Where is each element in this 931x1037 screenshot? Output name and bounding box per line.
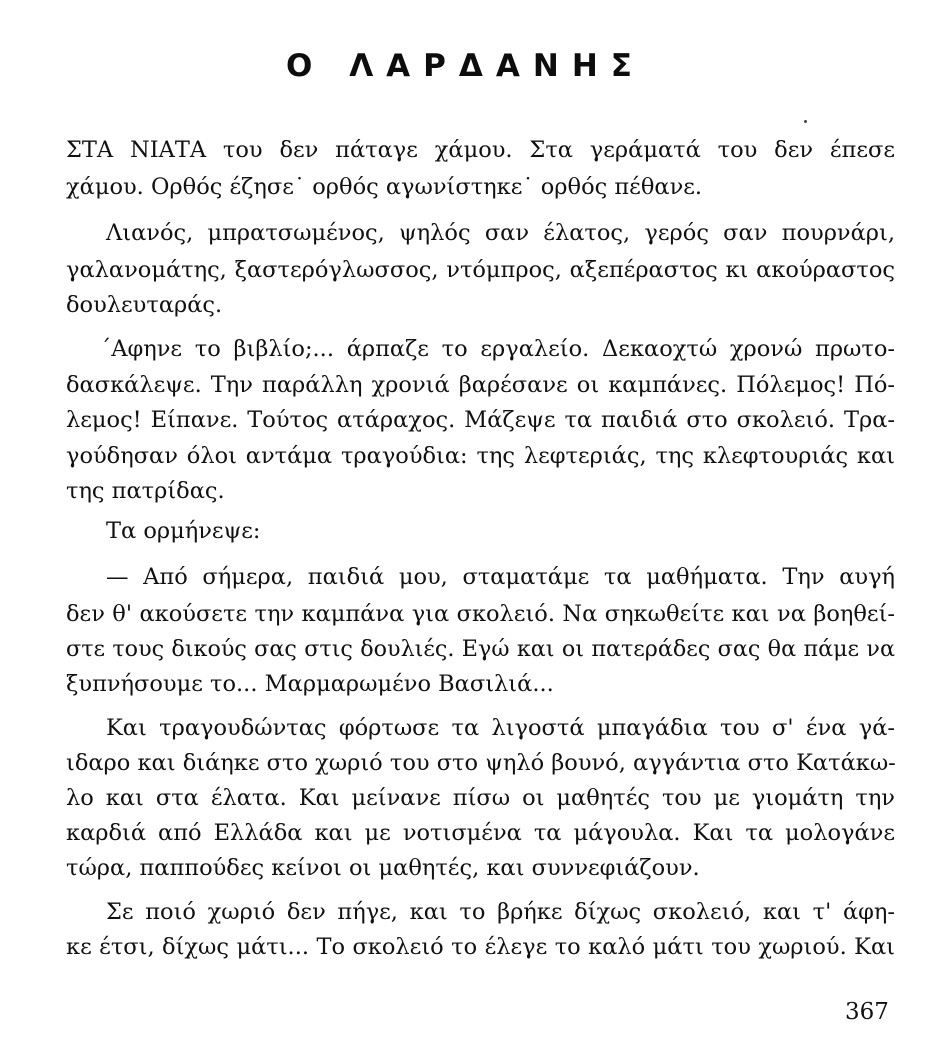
text-line: λο και στα έλατα. Και μείνανε πίσω οι μαθητές του με γιομάτη την bbox=[66, 785, 895, 811]
text-line: ξυπνήσουμε το... Μαρμαρωμένο Βασιλιά... bbox=[66, 671, 554, 697]
text-line: τώρα, παππούδες κείνοι οι μαθητές, και συννεφιάζουν. bbox=[66, 855, 700, 881]
text-line: της πατρίδας. bbox=[66, 478, 225, 504]
text-line: ιδαρο και διάηκε στο χωριό του στο ψηλό βουνό, αγγάντια στο Κατάκω- bbox=[66, 750, 896, 776]
text-line: γαλανομάτης, ξαστερόγλωσσος, ντόμπρος, αξεπέραστος κι ακούραστος bbox=[66, 257, 895, 283]
text-line: δουλευταράς. bbox=[66, 292, 223, 318]
text-line: δασκάλεψε. Την παράλλη χρονιά βαρέσανε οι καμπάνες. Πόλεμος! Πό- bbox=[66, 372, 895, 398]
text-line: Λιανός, μπρατσωμένος, ψηλός σαν έλατος, γερός σαν πουρνάρι, bbox=[106, 220, 895, 246]
text-line: ΄Αφηνε το βιβλίο;... άρπαζε το εργαλείο. Δεκαοχτώ χρονώ πρωτο- bbox=[100, 336, 895, 362]
text-line: λεμος! Είπανε. Τούτος ατάραχος. Μάζεψε τα παιδιά στο σκολειό. Τρα- bbox=[66, 407, 895, 433]
text-line: στε τους δικούς σας στις δουλιές. Εγώ και οι πατεράδες σας θα πάμε να bbox=[66, 636, 895, 662]
text-line: κε έτσι, δίχως μάτι... Το σκολειό το έλεγε το καλό μάτι του χωριού. Και bbox=[66, 934, 895, 960]
text-line: καρδιά από Ελλάδα και με νοτισμένα τα μάγουλα. Και τα μολογάνε bbox=[66, 820, 895, 846]
text-line: γούδησαν όλοι αντάμα τραγούδια: της λεφτεριάς, της κλεφτουριάς και bbox=[66, 443, 895, 469]
text-line: ΣΤΑ ΝΙΑΤΑ του δεν πάταγε χάμου. Στα γεράματά του δεν έπεσε bbox=[66, 137, 895, 163]
text-line: Τα ορμήνεψε: bbox=[106, 518, 261, 544]
page-number: 367 bbox=[845, 999, 889, 1025]
chapter-title: Ο ΛΑΡΔΑΝΗΣ bbox=[286, 48, 645, 84]
text-line: χάμου. Ορθός έζησε˙ ορθός αγωνίστηκε˙ ορθός πέθανε. bbox=[66, 174, 703, 200]
text-line: Και τραγουδώντας φόρτωσε τα λιγοστά μπαγάδια του σ' ένα γά- bbox=[106, 715, 895, 741]
text-line: — Από σήμερα, παιδιά μου, σταματάμε τα μαθήματα. Την αυγή bbox=[106, 564, 895, 590]
text-line: δεν θ' ακούσετε την καμπάνα για σκολειό. Να σηκωθείτε και να βοηθεί- bbox=[66, 601, 895, 627]
text-line: Σε ποιό χωριό δεν πήγε, και το βρήκε δίχως σκολειό, και τ' άφη- bbox=[106, 899, 895, 925]
print-speck bbox=[804, 120, 807, 123]
